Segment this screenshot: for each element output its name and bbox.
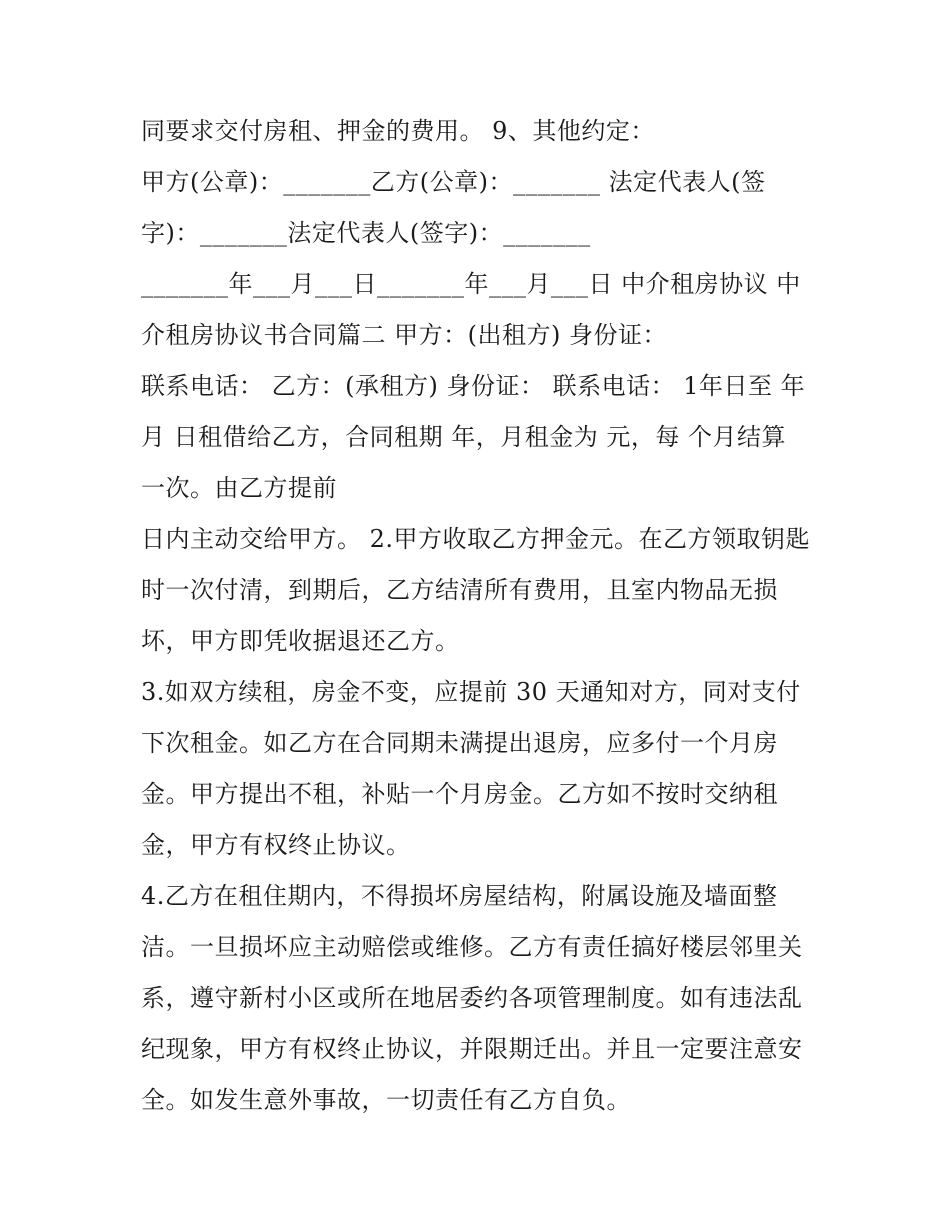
text-line: 3.如双方续租，房金不变，应提前 30 天通知对方，同对支付: [141, 678, 801, 706]
text-line: 介租房协议书合同篇二 甲方：(出租方) 身份证：: [141, 321, 667, 349]
text-line: 月 日租借给乙方，合同租期 年，月租金为 元，每 个月结算: [141, 423, 787, 451]
text-line: 金。甲方提出不租，补贴一个月房金。乙方如不按时交纳租: [141, 780, 778, 808]
text-line: 字)：_______法定代表人(签字)：_______: [141, 219, 591, 247]
text-line: 系，遵守新村小区或所在地居委约各项管理制度。如有违法乱: [141, 984, 803, 1012]
text-line: 全。如发生意外事故，一切责任有乙方自负。: [141, 1086, 631, 1114]
text-line: 联系电话： 乙方：(承租方) 身份证： 联系电话： 1年日至 年: [141, 372, 806, 400]
text-line: 金，甲方有权终止协议。: [141, 831, 411, 859]
text-line: 4.乙方在租住期内，不得损坏房屋结构，附属设施及墙面整: [141, 882, 778, 910]
text-line: 坏，甲方即凭收据退还乙方。: [141, 627, 460, 655]
text-line: 甲方(公章)：_______乙方(公章)：_______ 法定代表人(签: [141, 168, 766, 196]
text-line: _______年___月___日_______年___月___日 中介租房协议 中: [141, 270, 801, 298]
text-line: 时一次付清，到期后，乙方结清所有费用，且室内物品无损: [141, 576, 778, 604]
text-line: 下次租金。如乙方在合同期未满提出退房，应多付一个月房: [141, 729, 778, 757]
text-line: 洁。一旦损坏应主动赔偿或维修。乙方有责任搞好楼层邻里关: [141, 933, 803, 961]
text-line: 同要求交付房租、押金的费用。 9、其他约定：: [141, 117, 655, 145]
text-line: 一次。由乙方提前: [141, 474, 337, 502]
text-line: 日内主动交给甲方。 2.甲方收取乙方押金元。在乙方领取钥匙: [141, 525, 811, 553]
document-body: [141, 106, 821, 1126]
text-line: 纪现象，甲方有权终止协议，并限期迁出。并且一定要注意安: [141, 1035, 803, 1063]
